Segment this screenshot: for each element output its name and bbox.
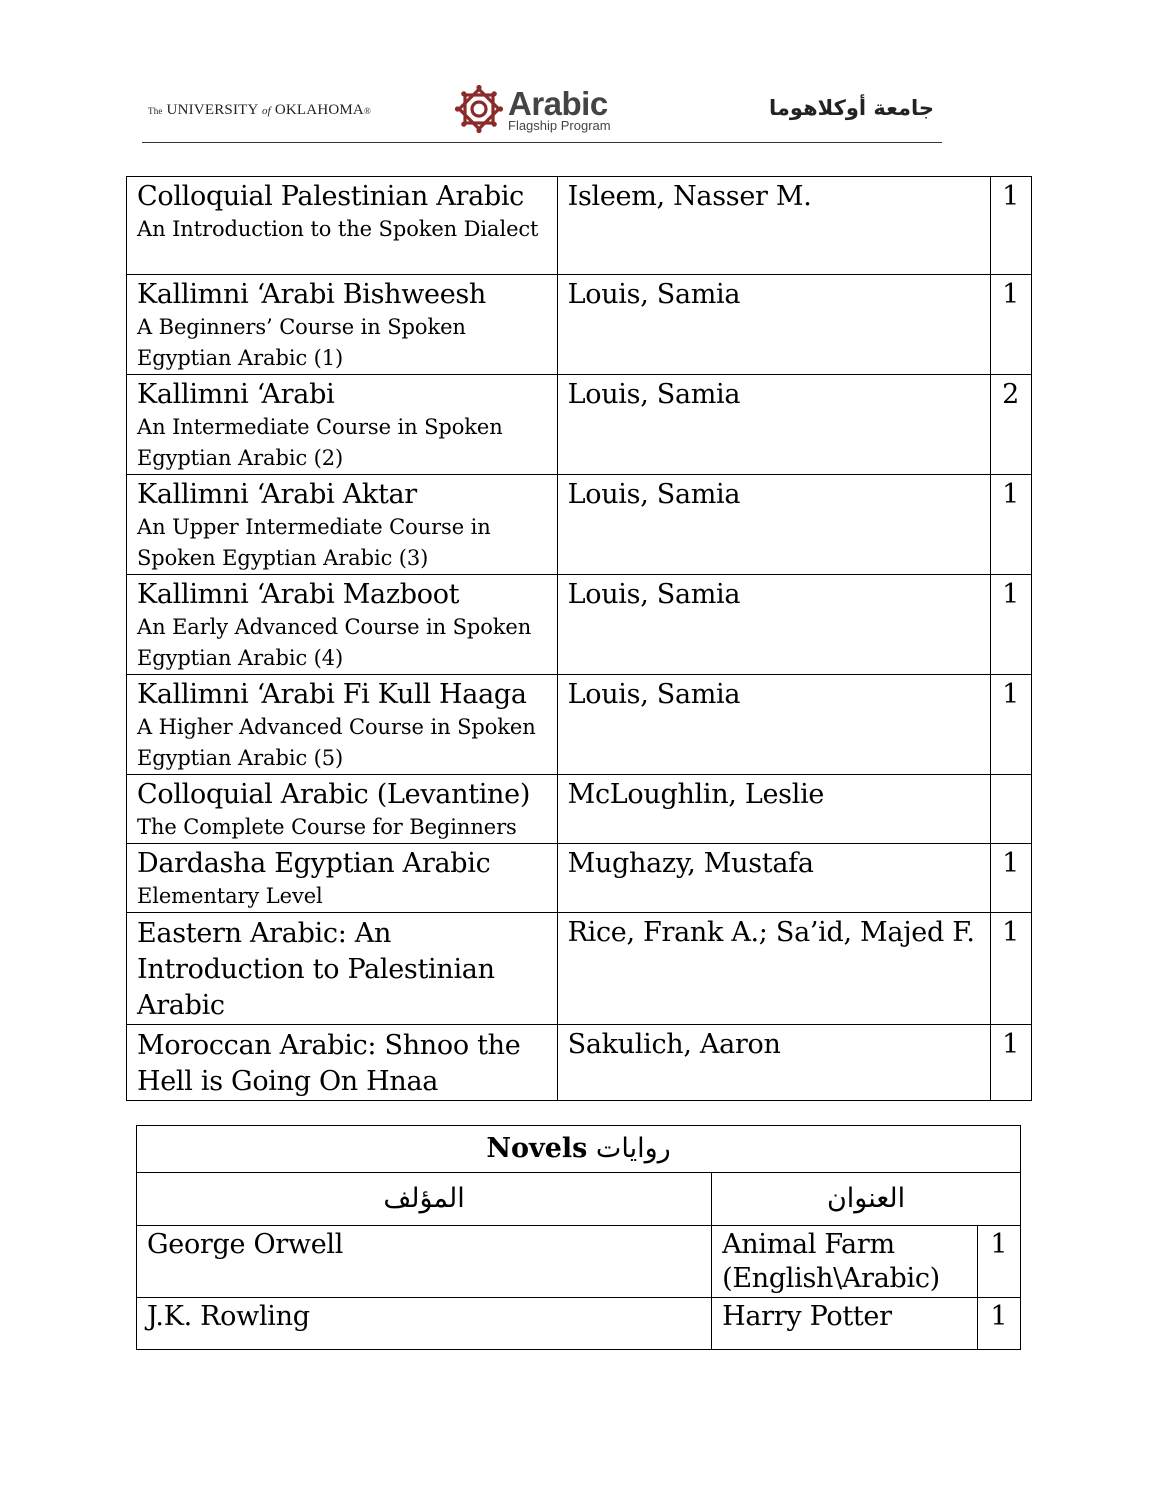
book-quantity: 2 [1002, 379, 1020, 410]
table-row [137, 1298, 1021, 1350]
table-row [127, 177, 1032, 275]
novel-title: Animal Farm (English\Arabic) [722, 1229, 940, 1294]
book-title: Kallimni ‘Arabi Fi Kull Haaga [137, 679, 527, 710]
book-subtitle: A Higher Advanced Course in Spoken Egyptian Arabic (5) [137, 715, 536, 770]
book-subtitle: A Beginners’ Course in Spoken Egyptian Arabic (1) [137, 315, 466, 370]
book-author: McLoughlin, Leslie [567, 779, 825, 810]
novels-heading: Novels روايات [486, 1133, 671, 1164]
table-row [127, 844, 1032, 913]
novels-column-header-row [137, 1173, 1021, 1226]
novel-title: Harry Potter [722, 1301, 892, 1332]
book-title: Moroccan Arabic: Shnoo the Hell is Going On Hnaa [137, 1030, 521, 1097]
university-of-oklahoma-logo: The UNIVERSITY of OKLAHOMA® [148, 102, 372, 118]
book-author: Louis, Samia [567, 379, 741, 410]
column-header-title: العنوان [826, 1183, 906, 1214]
book-title: Colloquial Palestinian Arabic [137, 181, 525, 212]
table-row [127, 475, 1032, 575]
book-title: Dardasha Egyptian Arabic [137, 848, 491, 879]
book-title: Kallimni ‘Arabi [137, 379, 335, 410]
book-subtitle: An Introduction to the Spoken Dialect [137, 217, 539, 241]
book-quantity: 1 [1002, 848, 1020, 879]
table-row [127, 575, 1032, 675]
book-title: Kallimni ‘Arabi Bishweesh [137, 279, 487, 310]
table-row [127, 913, 1032, 1025]
table-row [127, 1025, 1032, 1101]
book-author: Louis, Samia [567, 579, 741, 610]
program-name: Arabic [508, 84, 608, 122]
book-subtitle: An Early Advanced Course in Spoken Egyptian Arabic (4) [137, 615, 532, 670]
arabic-university-name: جامعة أوكلاهوما [769, 96, 934, 120]
star-ornament-icon [454, 84, 504, 134]
table-row [127, 675, 1032, 775]
book-quantity: 1 [1002, 679, 1020, 710]
book-subtitle: The Complete Course for Beginners [137, 815, 517, 839]
book-quantity [991, 775, 1031, 778]
book-subtitle: An Upper Intermediate Course in Spoken Egyptian Arabic (3) [137, 515, 491, 570]
table-row [127, 275, 1032, 375]
novels-table [136, 1125, 1021, 1350]
book-quantity: 1 [1002, 279, 1020, 310]
novel-quantity: 1 [990, 1301, 1008, 1332]
novels-heading-row [137, 1126, 1021, 1173]
book-author: Louis, Samia [567, 679, 741, 710]
book-title: Kallimni ‘Arabi Mazboot [137, 579, 460, 610]
program-subtitle: Flagship Program [508, 117, 611, 133]
novel-author: George Orwell [147, 1229, 344, 1260]
book-quantity: 1 [1002, 181, 1020, 212]
books-table [126, 176, 1032, 1101]
book-author: Mughazy, Mustafa [567, 848, 814, 879]
table-row [137, 1226, 1021, 1298]
book-title: Colloquial Arabic (Levantine) [137, 779, 531, 810]
book-subtitle: An Intermediate Course in Spoken Egyptian Arabic (2) [137, 415, 503, 470]
column-header-author: المؤلف [383, 1183, 465, 1214]
novel-quantity: 1 [990, 1229, 1008, 1260]
book-title: Eastern Arabic: An Introduction to Palestinian Arabic [137, 918, 495, 1021]
table-row [127, 775, 1032, 844]
page-header [142, 78, 942, 143]
book-quantity: 1 [1002, 579, 1020, 610]
book-author: Sakulich, Aaron [567, 1029, 781, 1060]
book-author: Rice, Frank A.; Sa’id, Majed F. [567, 917, 975, 948]
arabic-flagship-logo [454, 82, 611, 136]
book-title: Kallimni ‘Arabi Aktar [137, 479, 417, 510]
book-quantity: 1 [1002, 917, 1020, 948]
novel-author: J.K. Rowling [147, 1301, 310, 1332]
book-quantity: 1 [1002, 479, 1020, 510]
book-author: Louis, Samia [567, 279, 741, 310]
book-author: Louis, Samia [567, 479, 741, 510]
book-author: Isleem, Nasser M. [567, 181, 812, 212]
table-row [127, 375, 1032, 475]
book-subtitle: Elementary Level [137, 884, 323, 908]
book-quantity: 1 [1002, 1029, 1020, 1060]
